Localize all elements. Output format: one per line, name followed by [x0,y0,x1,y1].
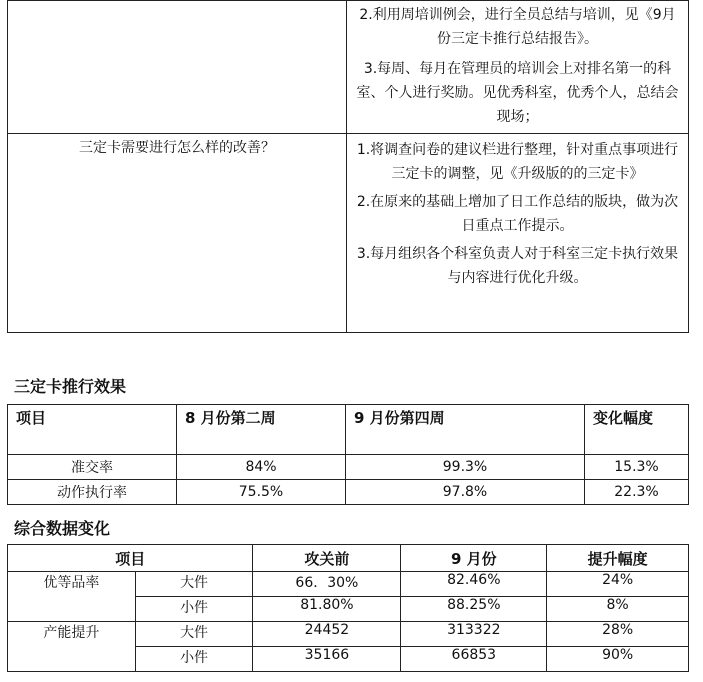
effect-sep: 97.8% [346,480,585,505]
answer-text: 2.在原来的基础上增加了日工作总结的版块，做为次日重点工作提示。 [356,194,679,234]
combined-lift: 90% [547,647,689,672]
effect-item: 准交率 [8,455,177,480]
combined-sep: 88.25% [401,597,547,622]
effect-change: 22.3% [585,480,689,505]
combined-category: 优等品率 [8,572,136,622]
qa-table [7,0,689,333]
combined-sep: 66853 [401,647,547,672]
qa-row-2 [8,134,689,333]
effect-sep: 99.3% [346,455,585,480]
combined-size: 大件 [135,622,253,647]
answer-text: 1.将调查问卷的建议栏进行整理，针对重点事项进行三定卡的调整，见《升级版的的三定卡》 [356,142,679,182]
table-row [8,455,689,480]
combined-before: 81.80% [253,597,401,622]
effect-table [7,404,689,505]
table-row [8,622,689,647]
effect-aug: 75.5% [177,480,346,505]
combined-sep: 82.46% [401,572,547,597]
combined-size: 大件 [135,572,253,597]
combined-before: 24452 [253,622,401,647]
answer-text: 3.每月组织各个科室负责人对于科室三定卡执行效果与内容进行优化升级。 [356,246,679,286]
combined-before: 66．30% [253,572,401,597]
effect-header-sep: 9 月份第四周 [346,405,585,455]
effect-change: 15.3% [585,455,689,480]
qa-question-cell-1 [8,1,347,134]
answer-text: 3.每周、每月在管理员的培训会上对排名第一的科室、个人进行奖励。见优秀科室，优秀个人，总结会现场； [356,61,679,125]
combined-size: 小件 [135,647,253,672]
combined-category: 产能提升 [8,622,136,672]
qa-row-1 [8,1,689,134]
effect-header-change: 变化幅度 [585,405,689,455]
combined-header-before: 攻关前 [253,545,401,572]
effect-header-item: 项目 [8,405,177,455]
combined-sep: 313322 [401,622,547,647]
qa-answer-cell-2 [347,134,689,333]
combined-lift: 24% [547,572,689,597]
table-row [8,480,689,505]
combined-table [7,544,689,672]
combined-header-row [8,545,689,572]
combined-before: 35166 [253,647,401,672]
qa-answer-cell-1 [347,1,689,134]
qa-question-cell-2: 三定卡需要进行怎么样的改善？ [8,134,347,333]
combined-lift: 8% [547,597,689,622]
effect-header-row [8,405,689,455]
effect-section-title: 三定卡推行效果 [14,377,127,396]
combined-size: 小件 [135,597,253,622]
answer-text: 2.利用周培训例会，进行全员总结与培训，见《9月份三定卡推行总结报告》。 [359,7,676,47]
combined-lift: 28% [547,622,689,647]
effect-aug: 84% [177,455,346,480]
effect-item: 动作执行率 [8,480,177,505]
combined-header-item: 项目 [8,545,253,572]
table-row [8,572,689,597]
combined-header-lift: 提升幅度 [547,545,689,572]
effect-header-aug: 8 月份第二周 [177,405,346,455]
combined-header-sep: 9 月份 [401,545,547,572]
combined-section-title: 综合数据变化 [14,519,111,538]
